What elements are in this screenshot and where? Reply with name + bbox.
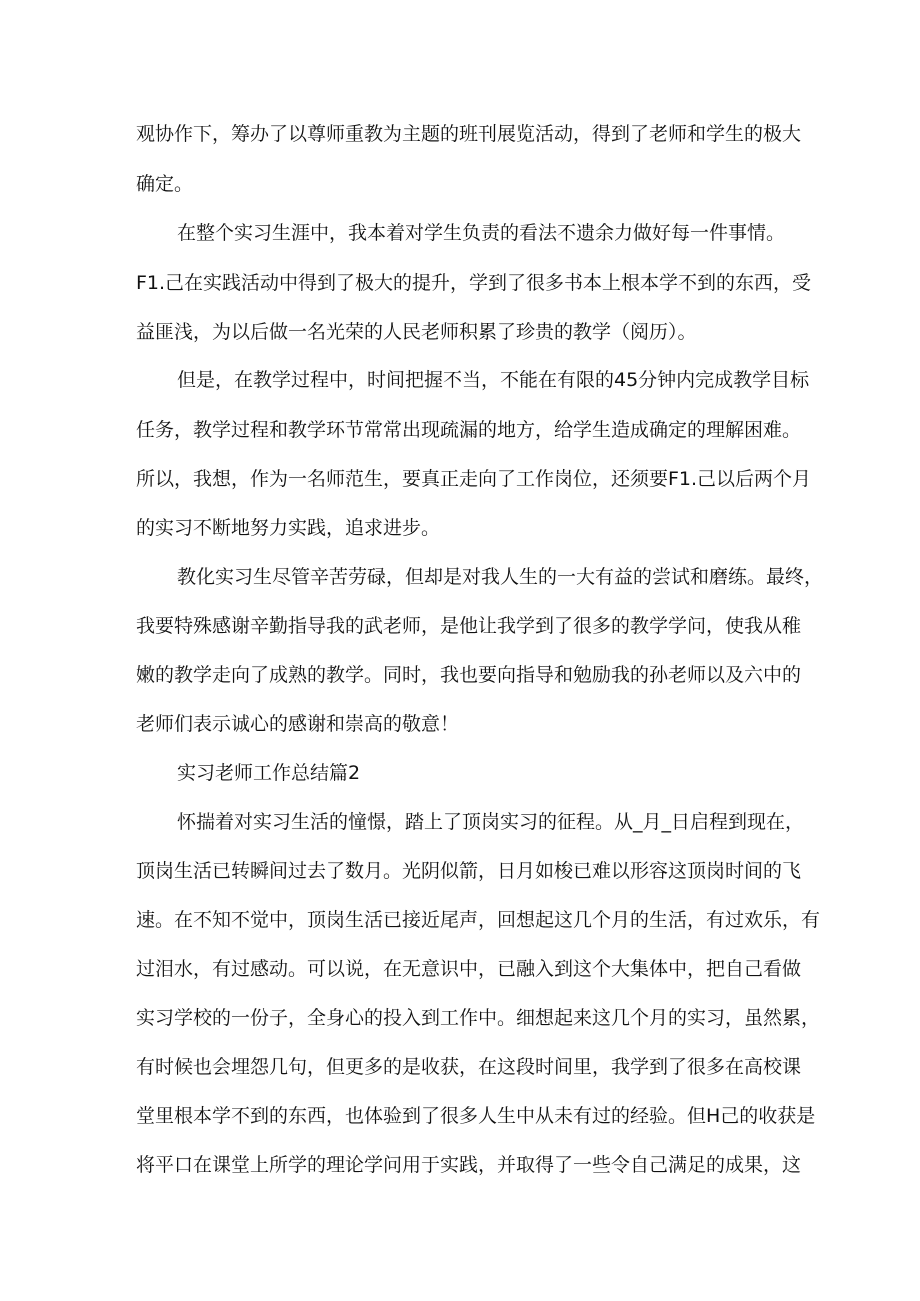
body-text-line: 确定。 xyxy=(136,173,194,195)
body-text-line: 益匪浅，为以后做一名光荣的人民老师积累了珍贵的教学（阅历）。 xyxy=(136,321,697,343)
body-text-line: 在整个实习生涯中，我本着对学生负责的看法不遗余力做好每一件事情。 xyxy=(177,222,786,244)
body-text-line: 顶岗生活已转瞬间过去了数月。光阴似箭，日月如梭已难以形容这顶岗时间的飞 xyxy=(136,860,802,882)
body-text-line: 速。在不知不觉中，顶岗生活已接近尾声，回想起这几个月的生活，有过欢乐，有 xyxy=(136,909,821,931)
body-text-line: 任务，教学过程和教学环节常常出现疏漏的地方，给学生造成确定的理解困难。 xyxy=(136,419,802,441)
body-text-line: 但是，在教学过程中，时间把握不当，不能在有限的45分钟内完成教学目标 xyxy=(177,369,810,391)
body-text-line: 有时候也会埋怨几句，但更多的是收获，在这段时间里，我学到了很多在高校课 xyxy=(136,1056,802,1078)
body-text-line: 教化实习生尽管辛苦劳碌，但却是对我人生的一大有益的尝试和磨练。最终， xyxy=(177,566,824,588)
body-text-line: 嫩的教学走向了成熟的教学。同时，我也要向指导和勉励我的孙老师以及六中的 xyxy=(136,664,802,686)
body-text-line: 堂里根本学不到的东西，也体验到了很多人生中从未有过的经验。但H己的收获是 xyxy=(136,1105,816,1127)
body-text-line: 怀揣着对实习生活的憧憬，踏上了顶岗实习的征程。从_月_日启程到现在， xyxy=(177,811,805,833)
body-text-line: 将平口在课堂上所学的理论学问用于实践，并取得了一些令自己满足的成果，这 xyxy=(136,1154,802,1176)
body-text-line: 所以，我想，作为一名师范生，要真正走向了工作岗位，还须要F1.己以后两个月 xyxy=(136,468,812,490)
body-text-line: 我要特殊感谢辛勤指导我的武老师，是他让我学到了很多的教学学问，使我从稚 xyxy=(136,615,802,637)
body-text-line: 老师们表示诚心的感谢和崇高的敬意！ xyxy=(136,713,460,735)
body-text-line: 实习学校的一份子，全身心的投入到工作中。细想起来这几个月的实习，虽然累， xyxy=(136,1007,821,1029)
body-text-line: 过泪水，有过感动。可以说，在无意识中，已融入到这个大集体中，把自己看做 xyxy=(136,958,802,980)
body-text-line: F1.己在实践活动中得到了极大的提升，学到了很多书本上根本学不到的东西，受 xyxy=(136,272,812,294)
body-text-line: 的实习不断地努力实践，追求进步。 xyxy=(136,517,441,539)
section-heading: 实习老师工作总结篇2 xyxy=(177,762,361,784)
body-text-line: 观协作下，筹办了以尊师重教为主题的班刊展览活动，得到了老师和学生的极大 xyxy=(136,123,802,145)
